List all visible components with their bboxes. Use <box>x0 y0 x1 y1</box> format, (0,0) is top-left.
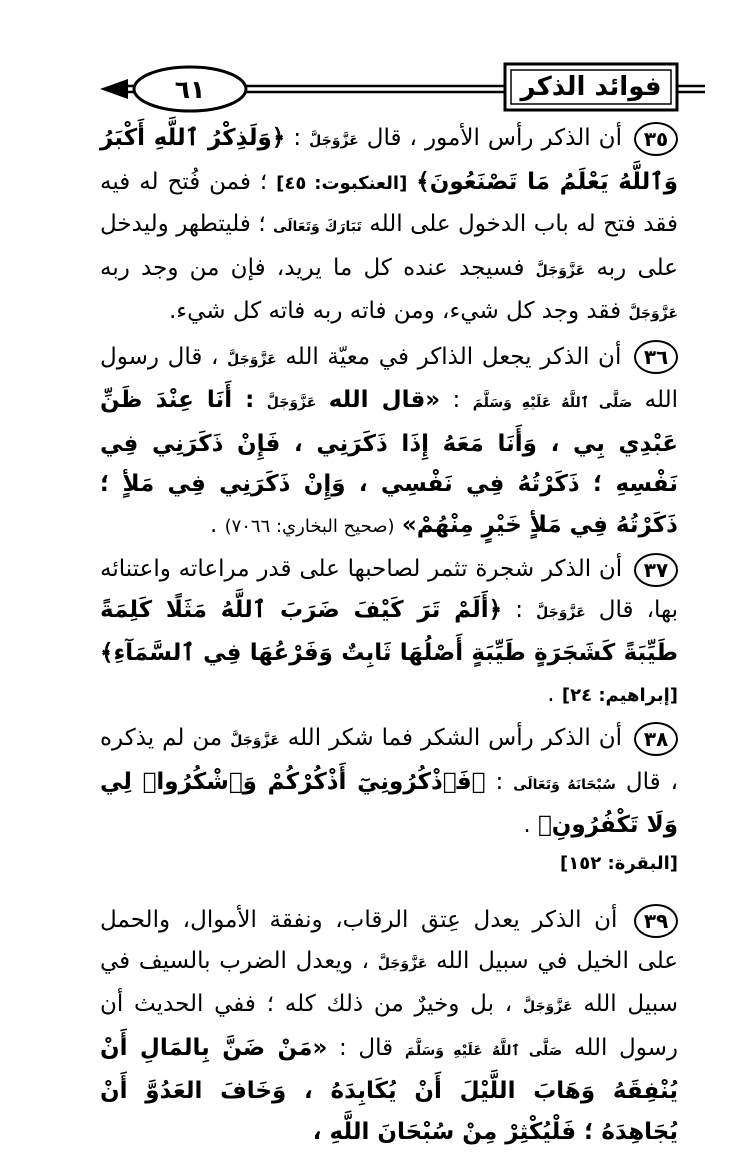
text-segment: : <box>515 596 524 623</box>
text-segment: ؛ فمن فُتح له فيه فقد فتح له باب الدخول على الله <box>100 168 679 237</box>
item-number: ٣٥ <box>634 122 678 156</box>
text-segment: ؛ فليتطهر وليدخل على ربه <box>100 211 679 281</box>
paragraph-36 <box>100 337 678 548</box>
text-segment: . <box>547 680 555 707</box>
page-number: ٦١ <box>174 74 206 104</box>
quran-verse: ﴿فَٱذْكُرُونِيٓ أَذْكُرْكُمْ وَٱشْكُرُوا۟ لِي وَلَا تَكْفُرُونِ﴾ <box>100 768 678 838</box>
page-header <box>0 0 743 120</box>
text-segment: أن الذكر رأس الأمور ، قال <box>366 125 622 151</box>
honorific: عَزَّوَجَلَّ <box>522 999 573 1015</box>
text-segment: : <box>452 387 461 413</box>
honorific: عَزَّوَجَلَّ <box>535 262 586 279</box>
text-segment: ، ويعدل الضرب بالسيف في سبيل الله <box>100 947 678 1017</box>
item-number: ٣٦ <box>634 340 678 374</box>
text-segment: فسيجد عنده كل ما يريد، فإن من وجد ربه <box>100 254 525 281</box>
honorific: عَزَّوَجَلَّ <box>377 955 428 972</box>
verse-reference: [العنكبوت: ٤٥] <box>276 172 408 194</box>
honorific: عَزَّوَجَلَّ <box>536 604 586 621</box>
honorific: سُبْحَانَهُ وَتَعَالَى <box>513 776 616 793</box>
verse-reference: [البقرة: ١٥٢] <box>560 852 678 874</box>
text-segment: أن الذكر يجعل الذاكر في معيّة الله <box>285 343 622 370</box>
honorific: عَزَّوَجَلَّ <box>227 351 277 368</box>
text-segment: أن الذكر رأس الشكر فما شكر الله <box>287 725 623 751</box>
text-segment: : <box>293 125 302 151</box>
verse-reference: [إبراهيم: ٢٤] <box>561 684 678 706</box>
text-segment: ، قال رسول الله <box>100 343 678 413</box>
hadith-text: : أَنَا عِنْدَ ظَنِّ عَبْدِي بِي ، وَأَنَا مَعَهُ إِذَا ذَكَرَنِي ، فَإِنْ ذَكَرَنِي فِي نَفْسِهِ ؛ ذَكَرْتُهُ فِي نَفْسِي ، وَإِنْ ذَكَرَنِي فِي مَلأٍ ؛ ذَكَرْتُهُ فِي مَلأٍ خَيْرٍ مِنْهُمْ» <box>100 387 678 538</box>
item-number: ٣٨ <box>634 722 678 756</box>
honorific: تَبَارَكَ وَتَعَالَى <box>273 219 362 235</box>
text-segment: أن الذكر شجرة تثمر لصاحبها على قدر مراعاته واعتنائه بها، قال <box>100 556 679 623</box>
text-segment: . <box>523 812 531 838</box>
honorific: صَلَّى ٱللَّهُ عَلَيْهِ وَسَلَّمَ <box>404 1042 563 1059</box>
text-segment: . <box>209 511 218 538</box>
item-number: ٣٧ <box>634 553 678 587</box>
paragraph-35 <box>100 118 678 335</box>
quran-verse: ﴿أَلَمْ تَرَ كَيْفَ ضَرَبَ ٱللَّهُ مَثَلًا كَلِمَةً طَيِّبَةً كَشَجَرَةٍ طَيِّبَةٍ أَصْلُهَا ثَابِتٌ وَفَرْعُهَا فِي ٱلسَّمَآءِ﴾ <box>100 596 678 666</box>
item-number: ٣٩ <box>634 904 678 938</box>
hadith-reference: (صحيح البخاري: ٧٠٦٦) <box>224 515 395 537</box>
hadith-text: «قال الله <box>328 387 441 413</box>
text-segment: أن الذكر يعدل عِتق الرقاب، ونفقة الأموال، والحمل على الخيل في سبيل الله <box>100 907 679 974</box>
hadith-text: «مَنْ ضَنَّ بِالمَالِ أَنْ يُنْفِقَهُ وَهَابَ اللَّيْلَ أَنْ يُكَابِدَهُ ، وَخَافَ العَدُوَّ أَنْ يُجَاهِدَهُ ؛ فَلْيُكْثِرْ مِنْ سُبْحَانَ اللَّهِ ، <box>100 1034 678 1145</box>
paragraph-37 <box>100 549 678 716</box>
honorific: عَزَّوَجَلَّ <box>230 733 280 749</box>
honorific: صَلَّى ٱللَّهُ عَلَيْهِ وَسَلَّمَ <box>472 395 633 411</box>
paragraph-38 <box>100 718 678 884</box>
quran-verse: ﴿وَلَذِكْرُ ٱللَّهِ أَكْبَرُ وَٱللَّهُ يَعْلَمُ مَا تَصْنَعُونَ﴾ <box>100 125 678 195</box>
running-title: فوائد الذكر <box>520 72 662 102</box>
paragraph-39 <box>100 900 678 1152</box>
text-segment: قال : <box>339 1034 394 1061</box>
text-segment: ، بل وخيرٌ من ذلك كله ؛ ففي الحديث أن رسول الله <box>100 991 678 1061</box>
text-segment: فقد وجد كل شيء، ومن فاته ربه فاته كل شيء. <box>168 298 622 324</box>
honorific: عَزَّوَجَلَّ <box>309 133 359 149</box>
text-segment: : <box>495 768 504 795</box>
honorific: عَزَّوَجَلَّ <box>628 306 678 322</box>
text-segment: من لم يذكره ، قال <box>100 725 679 795</box>
page-body <box>100 118 678 1152</box>
honorific: عَزَّوَجَلَّ <box>266 395 317 411</box>
